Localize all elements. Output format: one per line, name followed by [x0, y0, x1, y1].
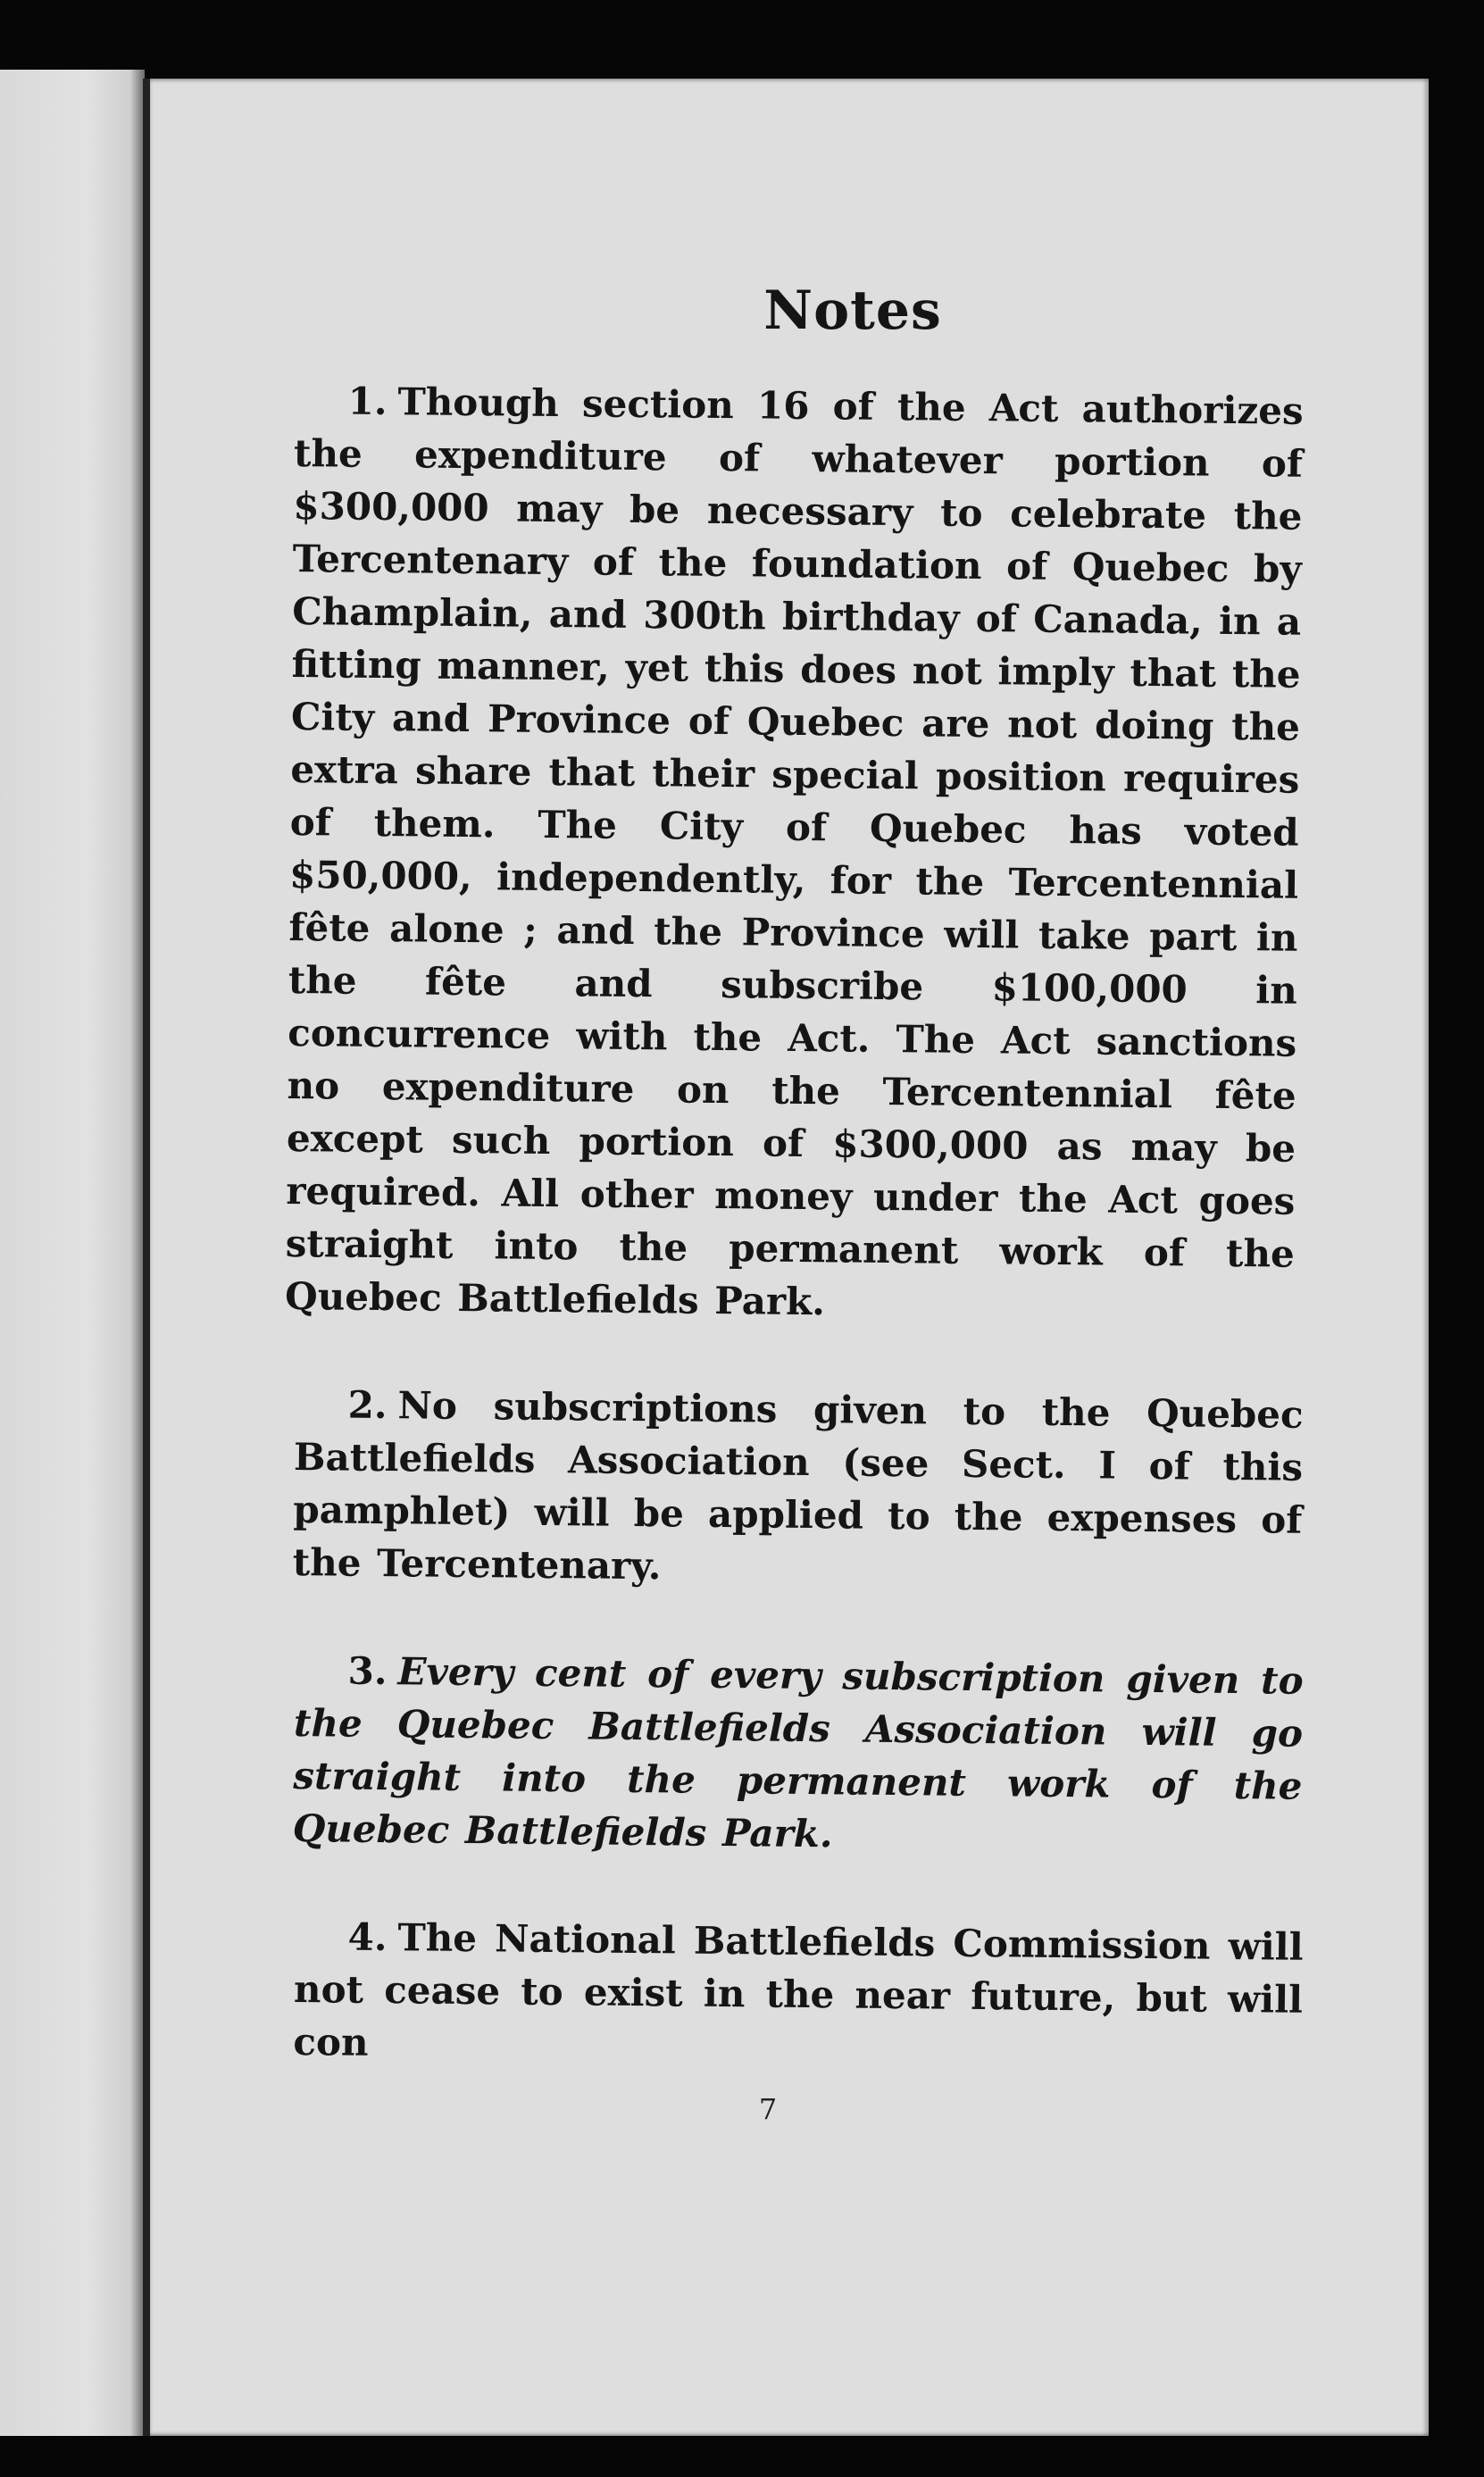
note-text: Every cent of every subscription given to the Quebec Battlefields Association will go straight into the permanent work of the Quebec Battlefields Park. [292, 1649, 1304, 1856]
page-heading: Notes [763, 279, 942, 342]
note-4 [293, 1910, 1304, 2079]
note-text: The National Battlefields Commission will not cease to exist in the near future, but will con [293, 1915, 1304, 2064]
note-number: 2. [347, 1382, 388, 1428]
document-page [143, 79, 1429, 2436]
note-2 [293, 1378, 1304, 1599]
page-content [284, 279, 1304, 2068]
page-number: 7 [758, 2092, 778, 2126]
facing-page-edge [0, 70, 145, 2436]
page-gutter [143, 79, 150, 2436]
note-number: 4. [347, 1914, 388, 1960]
note-3 [293, 1644, 1304, 1865]
note-text: No subscriptions given to the Quebec Battlefields Association (see Sect. I of this pamphlet) will be applied to the expenses of the Tercentenary. [292, 1383, 1304, 1589]
note-text: Though section 16 of the Act authorizes the expenditure of whatever portion of $300,000 may be necessary to celebrate the Tercentenary of the foundation of Quebec by Champlain, and 300th birthday of Canada, in a fitting manner, yet this does not imply that the City and Province of Quebec are not doing the extra share that their special position requires of them. The City of Quebec has voted $50,000, independently, for the Tercentennial fête alone ; and the Province will take part in the fête and subscribe $100,000 in concurrence with the Act. The Act sanctions no expenditure on the Tercentennial fête except such portion of $300,000 as may be required. All other money under the Act goes straight into the permanent work of the Quebec Battlefields Park. [284, 379, 1304, 1324]
note-number: 3. [347, 1648, 388, 1694]
note-number: 1. [347, 379, 388, 424]
note-1 [285, 374, 1304, 1333]
